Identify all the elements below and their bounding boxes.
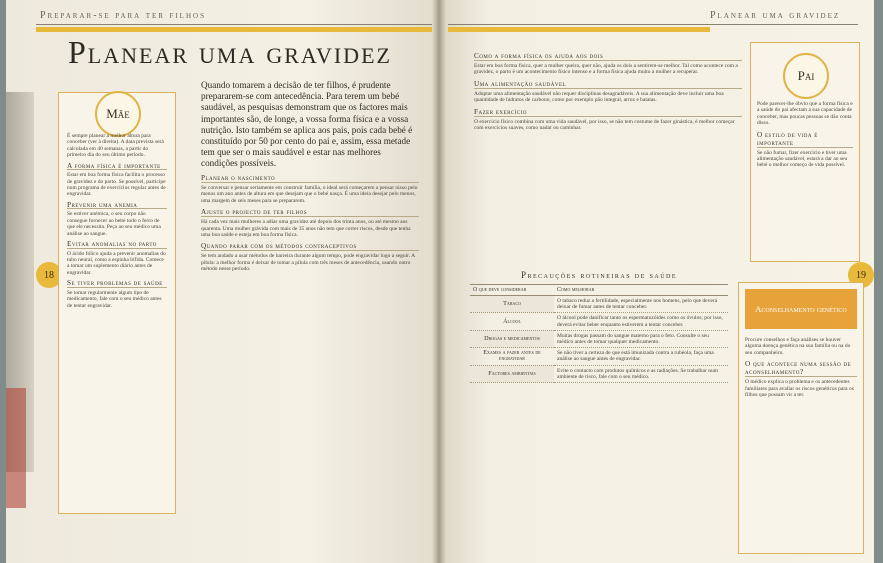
header-rule xyxy=(36,24,432,25)
lead-paragraph: Quando tomarem a decisão de ter filhos, é prudente prepararem-se com antecedência. Para terem um bebé saudável, as pesquisas demonstram que os factores mais importantes são, de longe, a vossa forma física e a vossa nutrição. Isto também se aplica aos pais, pois cada bebé é constituído por 50 por cento do pai e, assim, essa metade tem que ser o mais saudável e estar nas melhores condições possíveis. xyxy=(201,80,413,169)
table-cell-how: O tabaco reduz a fertilidade, especialmente nos homens, pelo que deverá deixar de fumar antes de tentar conceber. xyxy=(554,296,728,313)
precautions-table xyxy=(470,284,728,383)
sidebar-heading: Evitar anomalias no parto xyxy=(67,241,167,249)
running-head-left: Preparar-se para ter filhos xyxy=(40,10,206,21)
section-body: Há cada vez mais mulheres a adiar uma gravidez até depois dos trinta anos, ou até mesmo aos quarenta. Uma mulher grávida com mais de 35 anos não tem que correr riscos, desde que tenha uma boa saúde e esteja em boa forma física. xyxy=(201,219,411,239)
table-header-factor: O que deve considerar xyxy=(470,285,554,296)
genetic-heading: O que acontece numa sessão de aconselhamento? xyxy=(745,360,857,377)
pai-badge: Pai xyxy=(783,53,829,99)
pai-intro: Pode parecer-lhe óbvio que a forma física e a saúde do pai afectam a sua capacidade de conceber, mas poucas pessoas se dão conta disso. xyxy=(757,101,853,127)
section-heading: Uma alimentação saudável xyxy=(474,80,742,89)
section-heading: Como a forma física os ajuda aos dois xyxy=(474,52,742,61)
bookmark-strip xyxy=(6,388,26,508)
table-cell-factor: Drogas e medicamentos xyxy=(470,330,554,347)
table-cell-how: O álcool pode danificar tanto os espermatozóides como os óvulos; por isso, deverá evitar beber enquanto estiverem a tentar conceber. xyxy=(554,313,728,330)
table-title: Precauções rotineiras de saúde xyxy=(520,270,678,280)
pai-paragraph: Se não fumar, fizer exercício e tiver uma alimentação saudável, estará a dar ao seu bebé o melhor começo de vida possível. xyxy=(757,149,848,169)
section-heading: Fazer exercício xyxy=(474,108,742,117)
sidebar-heading: Prevenir uma anemia xyxy=(67,202,167,210)
table-header-how: Como melhorar xyxy=(554,285,728,296)
section-body: Adoptar uma alimentação saudável não requer disciplinas desagradáveis. A sua alimentação deve incluir uma boa quantidade de hidratos de carbono, como por exemplo pão integral, arroz e batatas. xyxy=(474,90,724,104)
header-accent-bar xyxy=(448,27,710,32)
table-row xyxy=(470,313,728,330)
book-gutter xyxy=(432,0,446,563)
table-cell-factor: Tabaco xyxy=(470,296,554,313)
section-heading: Quando parar com os métodos contraceptivos xyxy=(201,242,419,251)
genetic-paragraph: O médico explica o problema e os antecedentes familiares para avaliar os riscos genéticos para os filhos que possam vir a ter. xyxy=(745,379,854,399)
table-row xyxy=(470,365,728,382)
section-heading: Ajuste o projecto de ter filhos xyxy=(201,208,419,217)
section-body: Estar em boa forma física, quer a mulher queira, quer não, ajuda os dois a sentirem-se melhor. Tal como acontece com a gravidez, o parto é um acontecimento físico intenso e a forma física ajuda muito a mulher a recuperar. xyxy=(474,63,738,76)
table-cell-factor: Álcool xyxy=(470,313,554,330)
left-main-column xyxy=(201,170,419,273)
sidebar-heading: A forma física é importante xyxy=(67,163,167,171)
table-cell-how: Evite o contacto com produtos químicos e as radiações. Se trabalhar num ambiente de risco, fale com o seu médico. xyxy=(554,365,728,382)
left-page xyxy=(6,0,438,563)
pai-sidebar xyxy=(750,42,860,262)
page-number-left: 18 xyxy=(36,262,62,288)
sidebar-paragraph: O ácido fólico ajuda a prevenir anomalias do tubo neural, como a espinha bífida. Comece a tomar um suplemento diário antes de engravidar. xyxy=(67,250,166,276)
header-rule xyxy=(448,24,858,25)
sidebar-paragraph: Se tomar regularmente algum tipo de medicamento, fale com o seu médico antes de tentar engravidar. xyxy=(67,289,162,309)
table-cell-factor: Exames a fazer antes de engravidar xyxy=(470,348,554,365)
right-main-column xyxy=(474,48,742,131)
table-row xyxy=(470,348,728,365)
sidebar-heading: Se tiver problemas de saúde xyxy=(67,280,167,288)
health-precautions-table xyxy=(470,270,728,550)
mae-sidebar xyxy=(58,92,176,514)
section-body: O exercício físico combina com uma vida saudável, por isso, se não tem costume de fazer ginástica, é melhor começar com exercícios suaves, como nadar ou caminhar. xyxy=(474,118,735,132)
pai-heading: O estilo de vida é importante xyxy=(757,131,853,148)
book-spread xyxy=(6,0,874,563)
section-body: Se conversar e pensar seriamente em construir família, o ideal será começarem a pensar nisso pelo menos um ano antes de altura em que desejam que o bebé nasça. É uma ideia desejar pelo menos, uma margem de seis meses para se prepararem. xyxy=(201,185,418,204)
page-title: Planear uma gravidez xyxy=(68,34,392,70)
genetic-paragraph: Procure conselhos e faça análises se houver alguma doença genética na sua família ou na do seu companheiro. xyxy=(745,337,851,356)
table-cell-how: Se não tiver a certeza de que está imunizada contra a rubéola, faça uma análise ao sangue antes de engravidar. xyxy=(554,348,728,365)
section-body: Se tem andado a usar métodos de barreira durante algum tempo, pode engravidar logo a seguir. A pílula: a melhor forma é deixar de tomar a pílula com três meses de antecedência, usando outro método nesse período. xyxy=(201,253,415,273)
genetic-box-title: Aconselhamento genético xyxy=(745,289,857,329)
sidebar-paragraph: Estar em boa forma física facilita o processo de gravidez e do parto. Se possível, participe num programa de exercícios regular antes de engravidar. xyxy=(67,172,166,198)
page-number-right: 19 xyxy=(848,262,874,288)
table-row xyxy=(470,330,728,347)
table-row xyxy=(470,296,728,313)
section-heading: Planear o nascimento xyxy=(201,174,419,183)
sidebar-intro: É sempre planear a melhor altura para conceber (ver à direita). A data prevista será calculada em 40 semanas, a partir do primeiro dia do seu último período. xyxy=(67,133,164,159)
table-cell-factor: Factores ambientais xyxy=(470,365,554,382)
mae-badge: Mãe xyxy=(95,91,141,137)
right-page xyxy=(438,0,874,563)
genetic-counselling-box xyxy=(738,282,864,554)
header-accent-bar xyxy=(36,27,432,32)
table-cell-how: Muitas drogas passam do sangue materno para o feto. Consulte o seu médico antes de tomar qualquer medicamento. xyxy=(554,330,728,347)
running-head-right: Planear uma gravidez xyxy=(710,10,841,21)
sidebar-paragraph: Se estiver anémica, o seu corpo não consegue fornecer ao bebé todo o ferro de que ele necessita. Peça ao seu médico uma análise ao sangue. xyxy=(67,211,161,237)
